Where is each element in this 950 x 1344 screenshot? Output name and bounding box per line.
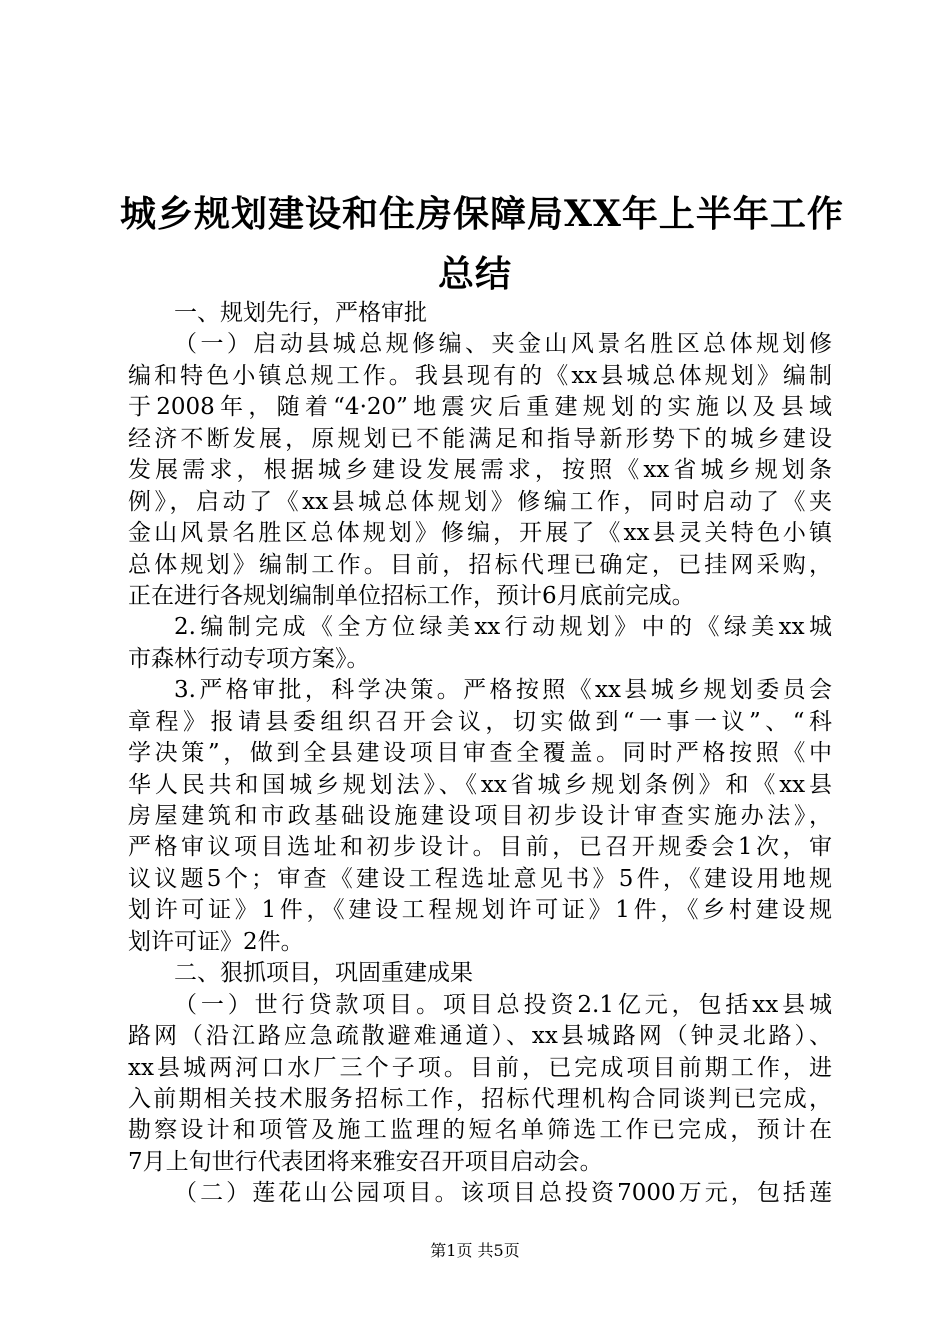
body-line: 入前期相关技术服务招标工作，招标代理机构合同谈判已完成， <box>128 1085 832 1112</box>
body-line: 正在进行各规划编制单位招标工作，预计6月底前完成。 <box>128 582 695 609</box>
body-line: 路网（沿江路应急疏散避难通道）、xx县城路网（钟灵北路）、 <box>128 1023 832 1050</box>
body-line: 二、狠抓项目，巩固重建成果 <box>174 960 473 987</box>
body-line: 严格审议项目选址和初步设计。目前，已召开规委会1次，审 <box>128 834 832 861</box>
body-line: 一、规划先行，严格审批 <box>174 300 427 326</box>
body-line: xx县城两河口水厂三个子项。目前，已完成项目前期工作，进 <box>128 1054 832 1081</box>
body-line: 发展需求，根据城乡建设发展需求，按照《xx省城乡规划条 <box>128 457 832 484</box>
body-line: 经济不断发展，原规划已不能满足和指导新形势下的城乡建设 <box>128 425 832 452</box>
body-line: 章程》报请县委组织召开会议，切实做到“一事一议”、“科 <box>128 708 832 735</box>
document-title-line-1: 城乡规划建设和住房保障局XX年上半年工作 <box>120 193 844 235</box>
body-line: （一）启动县城总规修编、夹金山风景名胜区总体规划修 <box>174 331 832 358</box>
body-line: 2.编制完成《全方位绿美xx行动规划》中的《绿美xx城 <box>174 614 832 641</box>
body-line: 房屋建筑和市政基础设施建设项目初步设计审查实施办法》， <box>128 803 832 829</box>
body-line: 3.严格审批，科学决策。严格按照《xx县城乡规划委员会 <box>174 677 832 704</box>
body-line: 市森林行动专项方案》。 <box>128 645 370 672</box>
body-line: （二）莲花山公园项目。该项目总投资7000万元，包括莲 <box>174 1180 832 1207</box>
body-line: 划许可证》1件，《建设工程规划许可证》1件，《乡村建设规 <box>128 897 832 924</box>
document-title-line-2: 总结 <box>437 253 512 295</box>
body-line: 总体规划》编制工作。目前，招标代理已确定，已挂网采购， <box>128 551 832 578</box>
body-line: 例》，启动了《xx县城总体规划》修编工作，同时启动了《夹 <box>128 488 832 515</box>
body-line: （一）世行贷款项目。项目总投资2.1亿元，包括xx县城 <box>174 991 832 1018</box>
body-line: 勘察设计和项管及施工监理的短名单筛选工作已完成，预计在 <box>128 1117 832 1144</box>
body-line: 7月上旬世行代表团将来雅安召开项目启动会。 <box>128 1148 603 1175</box>
document-body <box>128 298 832 1210</box>
body-line: 学决策”，做到全县建设项目审查全覆盖。同时严格按照《中 <box>128 740 832 767</box>
body-line: 金山风景名胜区总体规划》修编，开展了《xx县灵关特色小镇 <box>128 520 832 547</box>
body-line: 编和特色小镇总规工作。我县现有的《xx县城总体规划》编制 <box>128 362 832 389</box>
body-line: 划许可证》2件。 <box>128 928 304 955</box>
body-line: 华人民共和国城乡规划法》、《xx省城乡规划条例》和《xx县 <box>128 771 832 798</box>
body-line: 于2008年，随着“4·20”地震灾后重建规划的实施以及县域 <box>128 394 832 421</box>
body-line: 议议题5个；审查《建设工程选址意见书》5件，《建设用地规 <box>128 865 832 892</box>
page-footer: 第1页 共5页 <box>430 1241 520 1260</box>
